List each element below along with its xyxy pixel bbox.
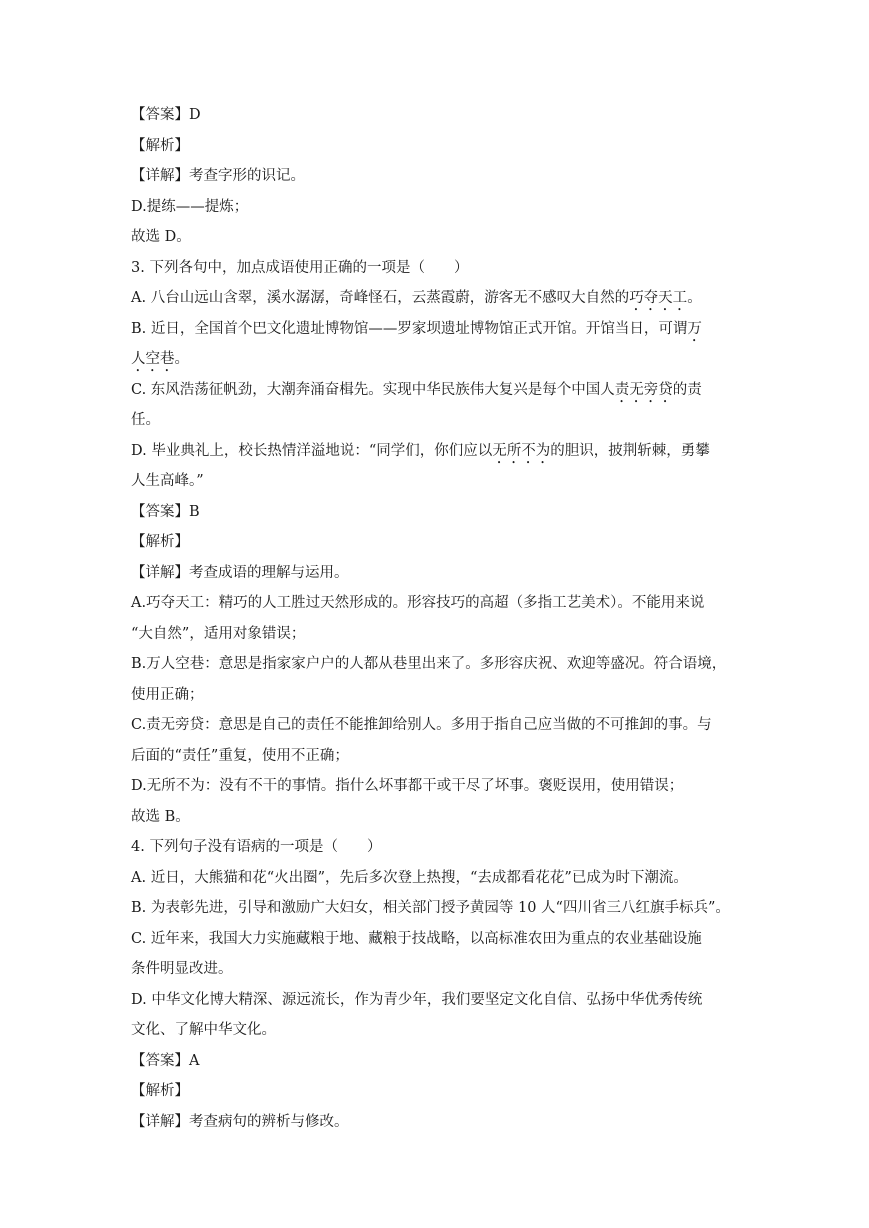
explanation-line: B.万人空巷：意思是指家家户户的人都从巷里出来了。多形容庆祝、欢迎等盛况。符合语境， <box>131 656 727 672</box>
option-c-continued: 条件明显改进。 <box>131 961 233 977</box>
detail-label: 【详解】考查病句的辨析与修改。 <box>131 1113 349 1130</box>
option-text: B. 近日，全国首个巴文化遗址博物馆——罗家坝遗址博物馆正式开馆。开馆当日，可谓 <box>131 320 688 337</box>
explanation-line: C.责无旁贷：意思是自己的责任不能推卸给别人。多用于指自己应当做的不可推卸的事。与 <box>131 717 712 733</box>
analysis-label: 【解析】 <box>131 137 189 154</box>
explanation-line: D.提练——提炼； <box>131 198 249 215</box>
option-a: A. 近日，大熊猫和花“火出圈”，先后多次登上热搜，“去成都看花花”已成为时下潮流。 <box>131 869 688 886</box>
option-text: 。 <box>687 290 702 306</box>
answer-label: 【答案】B <box>131 503 200 520</box>
option-d: D. 中华文化博大精深、源远流长，作为青少年，我们要坚定文化自信、弘扬中华优秀传统 <box>131 991 703 1008</box>
option-text: C. 东风浩荡征帆劲，大潮奔涌奋楫先。实现中华民族伟大复兴是每个中国人 <box>131 381 615 398</box>
conclusion-line: 故选 B。 <box>131 808 190 825</box>
analysis-label: 【解析】 <box>131 534 189 550</box>
dotted-idiom: 责无旁贷 <box>614 381 673 398</box>
question-stem: 4. 下列句子没有语病的一项是（ ） <box>131 839 382 855</box>
document-page <box>131 100 739 1137</box>
option-text: 的责 <box>672 381 702 398</box>
option-b: B. 为表彰先进，引导和激励广大妇女，相关部门授予黄园等 10 人“四川省三八红旗手标兵”。 <box>131 900 730 916</box>
question-stem: 3. 下列各句中，加点成语使用正确的一项是（ ） <box>131 259 469 276</box>
analysis-label: 【解析】 <box>131 1083 189 1099</box>
option-text: 。 <box>174 351 189 367</box>
option-text: 的胆识，披荆斩棘，勇攀 <box>550 442 710 459</box>
dotted-idiom: 无所不为 <box>492 442 551 459</box>
dotted-idiom: 人空巷 <box>131 351 175 367</box>
option-b-continued <box>131 344 739 375</box>
option-d <box>131 436 739 467</box>
dotted-idiom: 巧夺天工 <box>629 290 688 306</box>
detail-label: 【详解】考查字形的识记。 <box>131 168 305 184</box>
explanation-line: “大自然”，适用对象错误； <box>131 625 306 642</box>
explanation-line: D.无所不为：没有不干的事情。指什么坏事都干或干尽了坏事。褒贬误用，使用错误； <box>131 778 684 794</box>
option-text: D. 毕业典礼上，校长热情洋溢地说：“同学们，你们应以 <box>131 442 493 459</box>
dotted-idiom: 万 <box>687 320 702 337</box>
option-d-continued: 人生高峰。” <box>131 473 204 489</box>
explanation-line: A.巧夺天工：精巧的人工胜过天然形成的。形容技巧的高超（多指工艺美术）。不能用来说 <box>131 595 705 611</box>
conclusion-line: 故选 D。 <box>131 229 191 245</box>
explanation-line: 使用正确； <box>131 686 204 703</box>
option-a <box>131 283 739 314</box>
option-c-continued: 任。 <box>131 412 160 428</box>
explanation-line: 后面的“责任”重复，使用不正确； <box>131 747 349 764</box>
detail-label: 【详解】考查成语的理解与运用。 <box>131 564 349 581</box>
answer-label: 【答案】D <box>131 107 201 123</box>
option-b <box>131 314 739 345</box>
option-c: C. 近年来，我国大力实施藏粮于地、藏粮于技战略，以高标准农田为重点的农业基础设施 <box>131 930 702 947</box>
option-text: A. 八台山远山含翠，溪水潺潺，奇峰怪石，云蒸霞蔚，游客无不感叹大自然的 <box>131 290 630 306</box>
option-d-continued: 文化、了解中华文化。 <box>131 1022 276 1038</box>
answer-label: 【答案】A <box>131 1052 200 1069</box>
option-c <box>131 375 739 406</box>
